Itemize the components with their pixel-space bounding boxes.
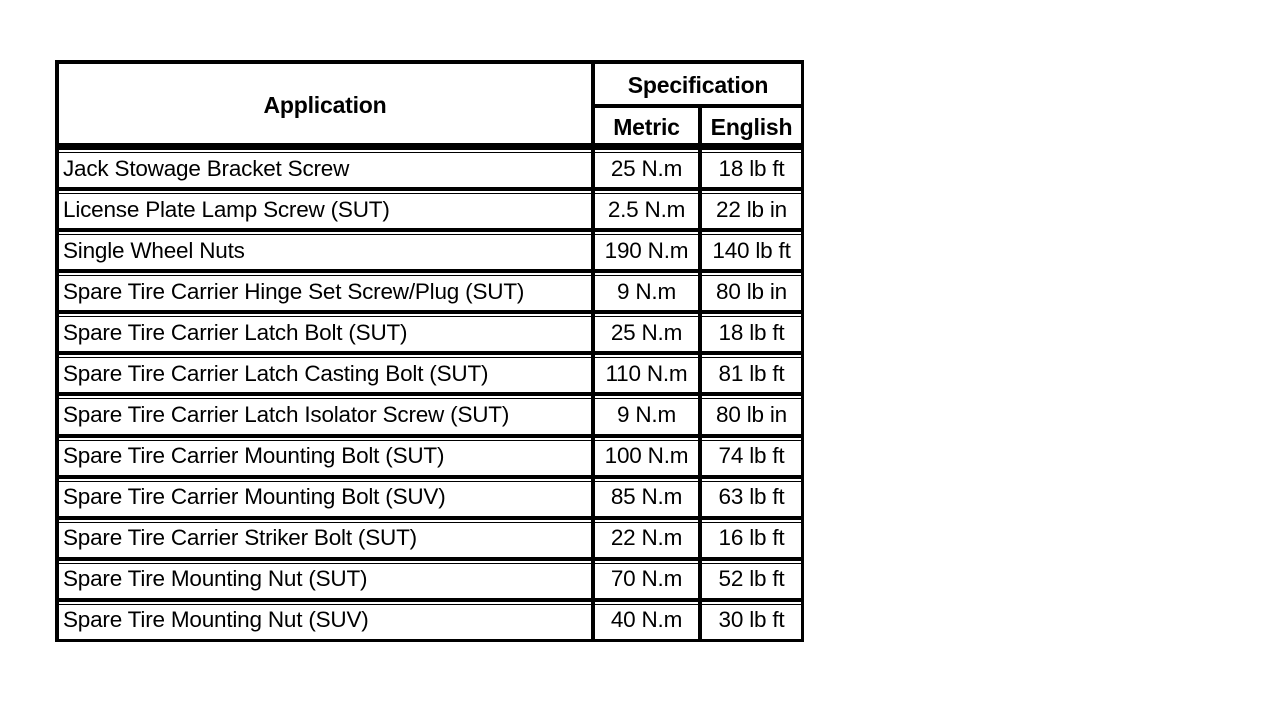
english-value-cell: 30 lb ft (702, 598, 801, 639)
application-cell: Spare Tire Mounting Nut (SUV) (59, 598, 595, 639)
metric-value-cell: 40 N.m (595, 598, 702, 639)
english-value-cell: 140 lb ft (702, 228, 801, 269)
table-row (59, 146, 801, 187)
table-row (59, 392, 801, 433)
application-cell: License Plate Lamp Screw (SUT) (59, 187, 595, 228)
metric-value-cell: 190 N.m (595, 228, 702, 269)
english-value-cell: 63 lb ft (702, 475, 801, 516)
english-value-cell: 81 lb ft (702, 351, 801, 392)
english-value-cell: 18 lb ft (702, 310, 801, 351)
application-cell: Spare Tire Carrier Mounting Bolt (SUT) (59, 434, 595, 475)
table-body (59, 146, 801, 639)
table-row (59, 310, 801, 351)
application-cell: Spare Tire Carrier Latch Bolt (SUT) (59, 310, 595, 351)
application-cell: Spare Tire Mounting Nut (SUT) (59, 557, 595, 598)
table-row (59, 475, 801, 516)
table-row (59, 598, 801, 639)
application-cell: Jack Stowage Bracket Screw (59, 146, 595, 187)
english-header: English (702, 106, 801, 146)
english-value-cell: 74 lb ft (702, 434, 801, 475)
application-cell: Spare Tire Carrier Striker Bolt (SUT) (59, 516, 595, 557)
application-cell: Single Wheel Nuts (59, 228, 595, 269)
english-value-cell: 16 lb ft (702, 516, 801, 557)
fastener-specification-table (55, 60, 804, 642)
application-cell: Spare Tire Carrier Latch Isolator Screw (SUT) (59, 392, 595, 433)
metric-value-cell: 25 N.m (595, 146, 702, 187)
table-row (59, 351, 801, 392)
application-cell: Spare Tire Carrier Hinge Set Screw/Plug (SUT) (59, 269, 595, 310)
table-row (59, 557, 801, 598)
application-cell: Spare Tire Carrier Latch Casting Bolt (SUT) (59, 351, 595, 392)
english-value-cell: 80 lb in (702, 392, 801, 433)
table-row (59, 228, 801, 269)
metric-value-cell: 9 N.m (595, 269, 702, 310)
english-value-cell: 18 lb ft (702, 146, 801, 187)
metric-value-cell: 85 N.m (595, 475, 702, 516)
table-row (59, 516, 801, 557)
metric-value-cell: 70 N.m (595, 557, 702, 598)
metric-value-cell: 2.5 N.m (595, 187, 702, 228)
application-header: Application (59, 64, 595, 146)
metric-value-cell: 110 N.m (595, 351, 702, 392)
english-value-cell: 80 lb in (702, 269, 801, 310)
metric-value-cell: 22 N.m (595, 516, 702, 557)
metric-value-cell: 25 N.m (595, 310, 702, 351)
english-value-cell: 22 lb in (702, 187, 801, 228)
table-row (59, 187, 801, 228)
table-row (59, 434, 801, 475)
specification-header: Specification (595, 64, 801, 106)
application-cell: Spare Tire Carrier Mounting Bolt (SUV) (59, 475, 595, 516)
metric-value-cell: 9 N.m (595, 392, 702, 433)
metric-value-cell: 100 N.m (595, 434, 702, 475)
table-row (59, 269, 801, 310)
english-value-cell: 52 lb ft (702, 557, 801, 598)
metric-header: Metric (595, 106, 702, 146)
